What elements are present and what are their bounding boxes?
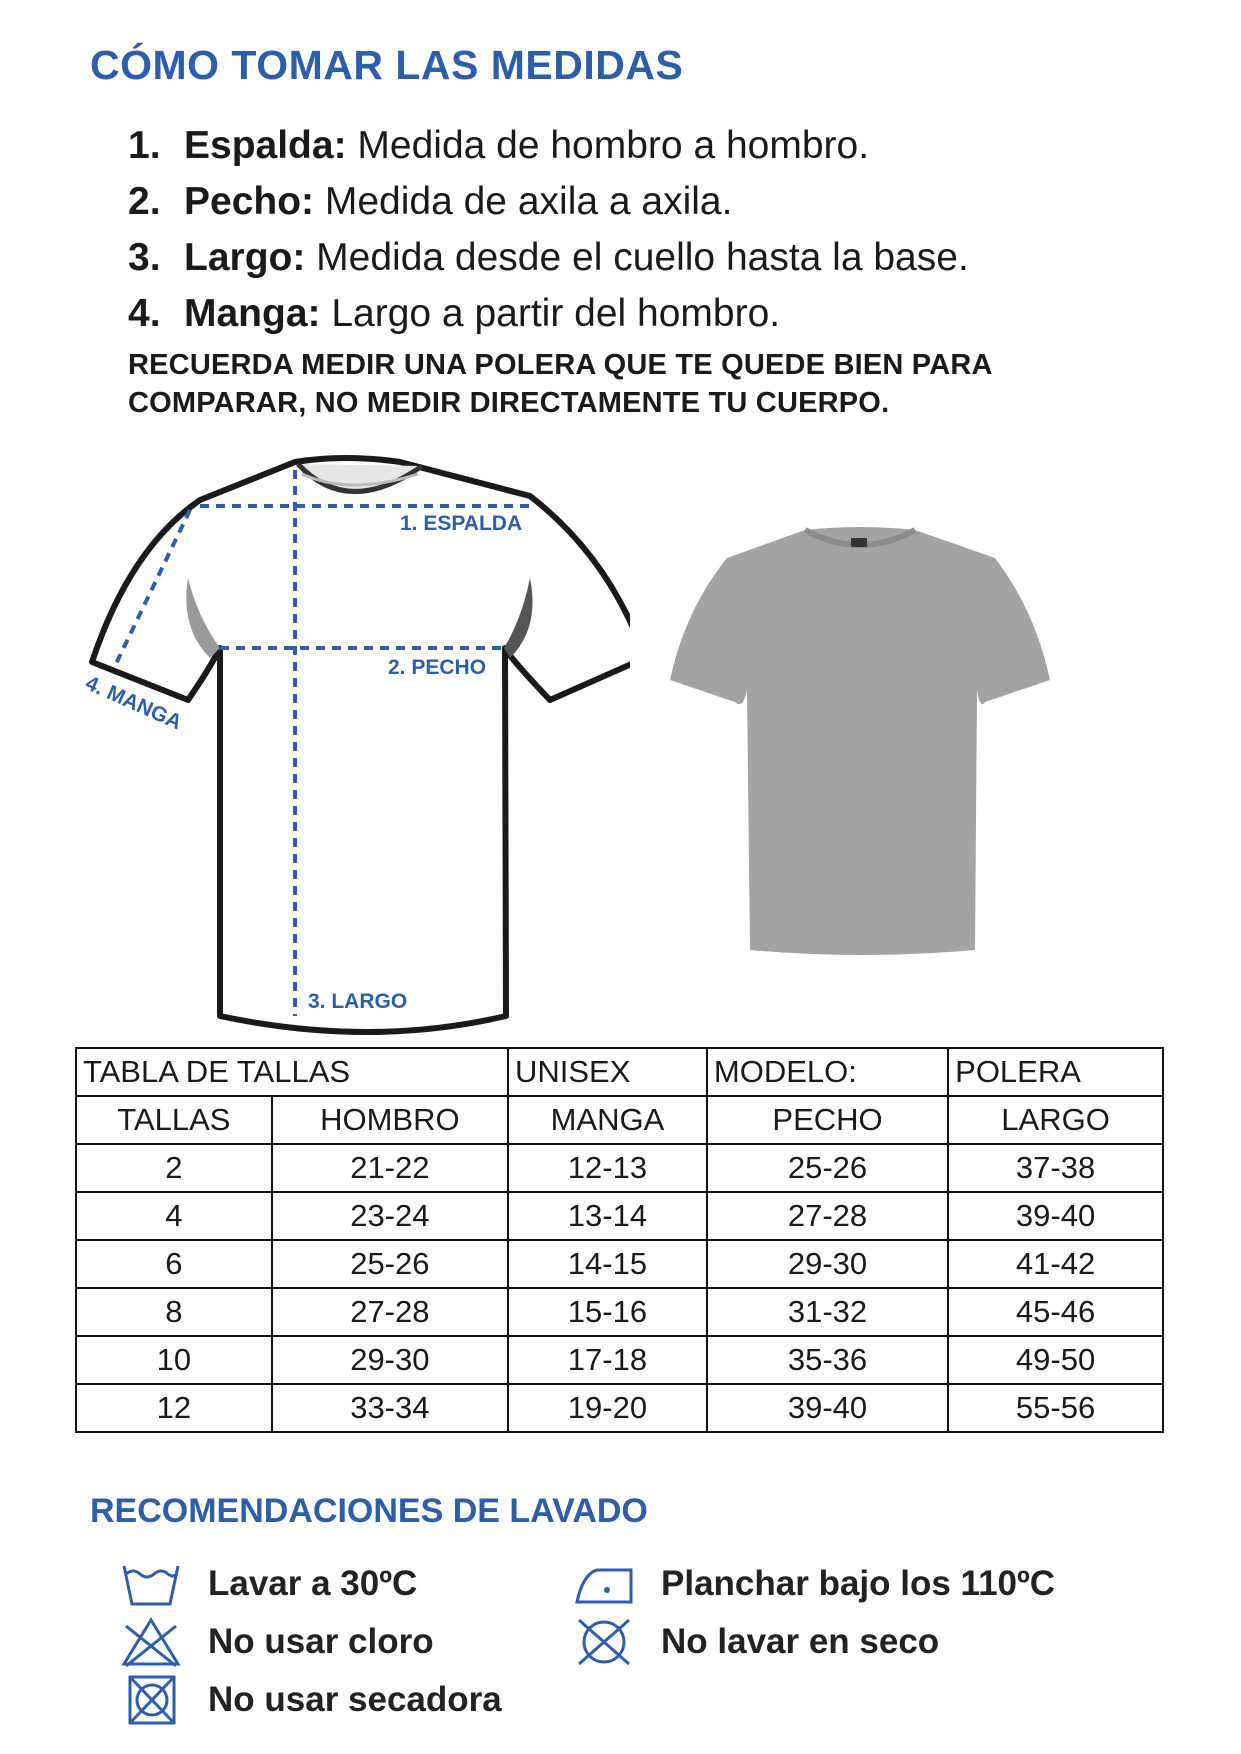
col-largo: LARGO [948,1096,1163,1144]
step-manga: 4. Manga: Largo a partir del hombro. [128,292,781,335]
table-row: 10 29-30 17-18 35-36 49-50 [76,1336,1163,1384]
table-columns-row [76,1096,1163,1144]
table-model-label: MODELO: [707,1048,948,1096]
measurement-steps [128,118,969,342]
care-bleach: No usar cloro [120,1616,434,1668]
espalda-label: 1. ESPALDA [400,512,523,535]
table-row: 6 25-26 14-15 29-30 41-42 [76,1240,1163,1288]
col-manga: MANGA [508,1096,707,1144]
col-tallas: TALLAS [76,1096,272,1144]
table-header-row [76,1048,1163,1096]
largo-label: 3. LARGO [308,990,408,1013]
care-wash: Lavar a 30ºC [120,1558,417,1610]
shirt-measurement-diagram [70,448,630,1038]
table-title: TABLA DE TALLAS [76,1048,508,1096]
wash-title: RECOMENDACIONES DE LAVADO [90,1492,648,1530]
step-largo: 3. Largo: Medida desde el cuello hasta la base. [128,236,969,279]
no-dryer-icon [120,1674,182,1726]
gray-tshirt-image [665,520,1055,960]
shirt-tag [851,538,867,547]
table-unisex: UNISEX [508,1048,707,1096]
table-row: 12 33-34 19-20 39-40 55-56 [76,1384,1163,1432]
table-row: 2 21-22 12-13 25-26 37-38 [76,1144,1163,1192]
table-model-value: POLERA [948,1048,1163,1096]
size-table [75,1047,1164,1433]
manga-label: 4. MANGA [81,671,186,735]
step-espalda: 1. Espalda: Medida de hombro a hombro. [128,124,870,167]
pecho-label: 2. PECHO [388,656,487,679]
wash-tub-icon [120,1558,182,1610]
col-hombro: HOMBRO [272,1096,508,1144]
care-dryclean: No lavar en seco [573,1616,939,1668]
iron-icon [573,1558,635,1610]
no-bleach-icon [120,1616,182,1668]
page-title: CÓMO TOMAR LAS MEDIDAS [90,42,684,88]
col-pecho: PECHO [707,1096,948,1144]
step-pecho: 2. Pecho: Medida de axila a axila. [128,180,733,223]
care-iron: Planchar bajo los 110ºC [573,1558,1055,1610]
no-dryclean-icon [573,1616,635,1668]
care-dryer: No usar secadora [120,1674,502,1726]
table-row: 4 23-24 13-14 27-28 39-40 [76,1192,1163,1240]
table-row: 8 27-28 15-16 31-32 45-46 [76,1288,1163,1336]
measure-note: RECUERDA MEDIR UNA POLERA QUE TE QUEDE BIEN PARA COMPARAR, NO MEDIR DIRECTAMENTE TU CUERPO. [128,349,993,419]
